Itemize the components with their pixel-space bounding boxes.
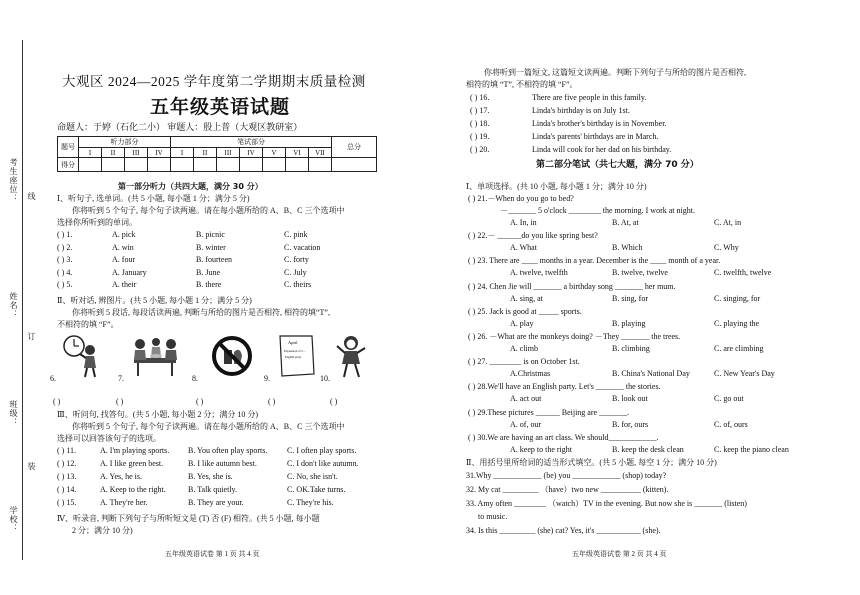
score-col: II	[102, 148, 125, 158]
fill-question[interactable]: 32. My cat _________ （have）two new __________ (kitten).	[466, 485, 669, 494]
option-c: C. of, ours	[714, 419, 748, 429]
score-cell[interactable]	[240, 158, 263, 172]
answer-paren[interactable]: ( )	[330, 397, 338, 406]
option-b: B. playing	[612, 318, 646, 328]
option-c: C. singing, for	[714, 293, 761, 303]
option-a: A. keep to the right	[510, 444, 572, 454]
girl-laughing-picture	[334, 334, 368, 378]
sec2-instr: 不相符的填 “F”。	[57, 320, 119, 329]
option-c: C. are climbing	[714, 344, 764, 353]
score-col: III	[125, 148, 148, 158]
score-col: IV	[240, 148, 263, 158]
tf-number[interactable]: ( ) 20.	[470, 145, 490, 154]
option-b: B. sing, for	[612, 293, 648, 303]
option-b: B. They are your.	[188, 498, 244, 507]
score-cell[interactable]	[286, 158, 309, 172]
option-c: C. go out	[714, 394, 744, 404]
score-cell[interactable]	[309, 158, 332, 172]
option-a: A.Christmas	[510, 369, 551, 379]
pic-label: 9.	[264, 374, 270, 383]
mc-question[interactable]: ( ) 26. －What are the monkeys doing? －They _______ the trees.	[468, 332, 681, 341]
option-b: B. fourteen	[196, 255, 232, 264]
option-b: B. Which	[612, 243, 643, 253]
score-col: V	[263, 148, 286, 158]
sec4-title: Ⅳ、听录音, 判断下列句子与所听短文是 (T) 否 (F) 相符。(共 5 小题, 每小题	[57, 514, 320, 523]
exam-subject: 五年级英语试题	[150, 96, 291, 118]
tf-number[interactable]: ( ) 17.	[470, 106, 490, 115]
binding-line	[22, 40, 23, 560]
tf-statement: Linda's brother's birthday is in November.	[532, 119, 667, 128]
option-c: C. theirs	[284, 280, 312, 289]
score-col-header: 题号	[58, 137, 79, 158]
option-b: B. keep the desk clean	[612, 444, 684, 454]
sec4-title-cont: 2 分；满分 10 分)	[72, 526, 133, 535]
question-number[interactable]: ( ) 12.	[57, 459, 77, 468]
mc-question[interactable]: ( ) 30.We are having an art class. We should____________.	[468, 432, 659, 442]
bind-word: 装	[27, 462, 36, 471]
option-b: B. I like autumn best.	[188, 459, 257, 468]
score-col: I	[171, 148, 194, 158]
option-b: B. look out	[612, 394, 648, 404]
option-a: A. play	[510, 318, 534, 328]
option-b: B. At, at	[612, 218, 639, 227]
listening-header: 听力部分	[79, 137, 171, 148]
fill-section-title: Ⅱ、用括号里所给词的适当形式填空。(共 5 小题, 每空 1 分；满分 10 分)	[466, 458, 717, 467]
score-cell[interactable]	[125, 158, 148, 172]
score-col: VI	[286, 148, 309, 158]
option-a: A. four	[112, 255, 136, 264]
option-b: B. winter	[196, 242, 226, 252]
option-b: B. climbing	[612, 344, 650, 353]
mc-question[interactable]: ( ) 27. ________ is on October 1st.	[468, 357, 580, 367]
school-label: 学校：	[9, 506, 18, 533]
option-c: C. pink	[284, 230, 308, 239]
part1-heading: 第一部分听力（共四大题，满分 30 分）	[118, 182, 263, 191]
score-cell[interactable]	[79, 158, 102, 172]
option-c: C. playing the	[714, 318, 760, 328]
score-col: IV	[148, 148, 171, 158]
option-a: A. win	[112, 242, 134, 252]
question-number[interactable]: ( ) 4.	[57, 267, 73, 277]
option-b: B. Yes, she is.	[188, 472, 233, 481]
option-a: A. of, our	[510, 419, 542, 429]
question-number[interactable]: ( ) 11.	[57, 446, 77, 455]
mc-question-cont: －_______ 5 o'clock ________ the morning. I work at night.	[500, 206, 695, 215]
option-c: C. vacation	[284, 242, 321, 252]
name-label: 姓名：	[9, 292, 18, 319]
mc-question[interactable]: ( ) 24. Chen Jie will _______ a birthday song _______ her mum.	[468, 281, 676, 291]
score-cell[interactable]	[102, 158, 125, 172]
sec1-title: Ⅰ、听句子, 选单词。(共 5 小题, 每小题 1 分；满分 5 分)	[57, 194, 250, 203]
line-word: 线	[27, 192, 36, 201]
question-number[interactable]: ( ) 2.	[57, 242, 73, 252]
option-a: A. January	[112, 267, 147, 277]
mc-question[interactable]: ( ) 25. Jack is good at _____ sports.	[468, 306, 582, 316]
option-c: C. twelfth, twelve	[714, 268, 772, 278]
option-b: B. China's National Day	[612, 369, 690, 379]
option-b: B. You often play sports.	[188, 446, 268, 455]
total-header: 总分	[332, 137, 377, 158]
sec2-instr: 你将听到 5 段话, 每段话读两遍, 判断与所给的图片是否相符, 相符的填“T”,	[72, 308, 330, 317]
pic-label: 7.	[118, 374, 124, 383]
question-number[interactable]: ( ) 15.	[57, 498, 77, 507]
option-a: A. What	[510, 243, 537, 253]
tf-number[interactable]: ( ) 16.	[470, 93, 490, 102]
option-a: A. their	[112, 280, 137, 289]
fill-question[interactable]: 34. Is this _________ (she) cat? Yes, it's ___________ (she).	[466, 526, 661, 535]
fill-question[interactable]: 33. Amy often ________ （watch）TV in the evening. But now she is _______ (listen)	[466, 499, 747, 508]
tf-number[interactable]: ( ) 19.	[470, 132, 490, 141]
part2-heading: 第二部分笔试（共七大题，满分 70 分）	[536, 160, 699, 170]
option-c: C. They're his.	[287, 498, 334, 507]
score-cell[interactable]	[194, 158, 217, 172]
option-c: C. I don't like autumn.	[287, 459, 359, 468]
mc-question[interactable]: ( ) 21.－When do you go to bed?	[468, 194, 574, 203]
question-number[interactable]: ( ) 3.	[57, 255, 73, 264]
score-cell[interactable]	[332, 158, 377, 172]
notice-text: April	[288, 340, 298, 345]
tf-statement: Linda will cook for her dad on his birthday.	[532, 145, 672, 154]
mc-question[interactable]: ( ) 23. There are ____ months in a year. December is the ____ month of a year.	[468, 256, 721, 266]
pic-label: 6.	[50, 374, 56, 383]
page-footer-left: 五年级英语试卷 第 1 页 共 4 页	[165, 550, 260, 558]
sec3-instr: 你将听到 5 个句子, 每个句子读两遍。请在每小题所给的 A、B、C 三个选项中	[72, 422, 345, 431]
option-c: C. No, she isn't.	[287, 472, 338, 481]
option-c: C. July	[284, 267, 307, 277]
score-col: III	[217, 148, 240, 158]
binding-margin	[0, 0, 40, 595]
option-b: B. for, ours	[612, 419, 649, 429]
mc-section-title: Ⅰ、单项选择。(共 10 小题, 每小题 1 分；满分 10 分)	[466, 182, 647, 191]
score-table	[57, 136, 377, 172]
order-word: 订	[27, 332, 36, 341]
option-c: C. I often play sports.	[287, 446, 357, 455]
option-b: B. there	[196, 280, 222, 289]
option-a: A. sing, at	[510, 293, 543, 303]
score-cell[interactable]	[217, 158, 240, 172]
option-a: A. Keep to the right.	[100, 485, 166, 494]
authors-line: 命题人：于婷（石化二小） 审题人：殷上普（大观区教研室）	[57, 122, 303, 132]
sec1-instr: 你将听到 5 个句子, 每个句子读两遍。请在每小题所给的 A、B、C 三个选项中	[72, 206, 345, 215]
question-number[interactable]: ( ) 1.	[57, 230, 73, 239]
answer-paren[interactable]: ( )	[53, 397, 61, 406]
tf-statement: There are five people in this family.	[532, 93, 647, 102]
pic-label: 8.	[192, 374, 198, 383]
notice-text: English party	[285, 355, 302, 359]
question-number[interactable]: ( ) 14.	[57, 485, 77, 494]
pic-label: 10.	[320, 374, 330, 383]
score-cell[interactable]	[263, 158, 286, 172]
mc-question[interactable]: ( ) 28.We'll have an English party. Let's _______ the stories.	[468, 382, 661, 392]
page-footer-right: 五年级英语试卷 第 2 页 共 4 页	[572, 550, 667, 558]
option-c: C. At, in	[714, 218, 742, 227]
notice-text: Expression of 5…	[284, 349, 306, 353]
score-cell[interactable]	[171, 158, 194, 172]
tf-intro: 你将听到一篇短文, 这篇短文读两遍。判断下列句子与所给的图片是否相符,	[484, 68, 746, 77]
mc-question[interactable]: ( ) 29.These pictures ______ Beijing are _______.	[468, 407, 630, 417]
dinner-table-picture	[126, 334, 184, 378]
answer-paren[interactable]: ( )	[116, 397, 124, 406]
option-c: C. Why	[714, 243, 739, 253]
sec1-instr: 选择你所听到的单词。	[57, 218, 137, 227]
exam-title: 大观区 2024—2025 学年度第二学期期末质量检测	[62, 74, 366, 89]
score-col: II	[194, 148, 217, 158]
tf-number[interactable]: ( ) 18.	[470, 119, 490, 128]
option-a: A. act out	[510, 394, 542, 404]
option-a: A. climb	[510, 344, 538, 353]
score-cell[interactable]	[148, 158, 171, 172]
score-col: VII	[309, 148, 332, 158]
option-c: C. forty	[284, 255, 309, 264]
score-col: I	[79, 148, 102, 158]
option-c: C. keep the piano clean	[714, 444, 789, 454]
option-a: A. twelve, twelfth	[510, 268, 568, 278]
option-a: A. Yes, he is.	[100, 472, 143, 481]
option-a: A. pick	[112, 230, 136, 239]
option-c: C. OK.Take turns.	[287, 485, 346, 494]
fill-question[interactable]: 31.Why ____________ (be) you ____________ (shop) today?	[466, 471, 667, 480]
fill-question[interactable]: to music.	[478, 512, 508, 521]
option-b: B. picnic	[196, 230, 225, 239]
class-label: 班级：	[9, 400, 18, 427]
option-a: A. I'm playing sports.	[100, 446, 170, 455]
option-b: B. twelve, twelve	[612, 268, 668, 278]
question-number[interactable]: ( ) 13.	[57, 472, 77, 481]
clock-boy-picture	[60, 334, 100, 378]
option-b: B. Talk quietly.	[188, 485, 237, 494]
answer-paren[interactable]: ( )	[196, 397, 204, 406]
option-a: A. In, in	[510, 218, 537, 227]
mc-question[interactable]: ( ) 22.－ ______do you like spring best?	[468, 231, 598, 241]
tf-statement: Linda's parents' birthdays are in March.	[532, 132, 659, 141]
sec3-title: Ⅲ、听问句, 找答句。(共 5 小题, 每小题 2 分；满分 10 分)	[57, 410, 259, 419]
answer-paren[interactable]: ( )	[268, 397, 276, 406]
option-c: C. New Year's Day	[714, 369, 775, 379]
tf-statement: Linda's birthday is on July 1st.	[532, 106, 630, 115]
option-b: B. June	[196, 267, 220, 277]
tf-intro: 相符的填 “T”, 不相符的填 “F”。	[466, 80, 578, 89]
option-a: A. I like green best.	[100, 459, 164, 468]
question-number[interactable]: ( ) 5.	[57, 280, 73, 289]
sec2-title: Ⅱ、听对话, 辨图片。(共 5 小题, 每小题 1 分；满分 5 分)	[57, 296, 252, 305]
no-food-sign-picture	[210, 334, 254, 378]
april-notice-picture	[276, 334, 318, 378]
option-a: A. They're her.	[100, 498, 148, 507]
writing-header: 笔试部分	[171, 137, 332, 148]
sec3-instr: 选择可以回答该句子的选项。	[57, 434, 161, 443]
seat-label: 考生座位：	[9, 158, 18, 203]
score-row-label: 得分	[58, 158, 79, 172]
